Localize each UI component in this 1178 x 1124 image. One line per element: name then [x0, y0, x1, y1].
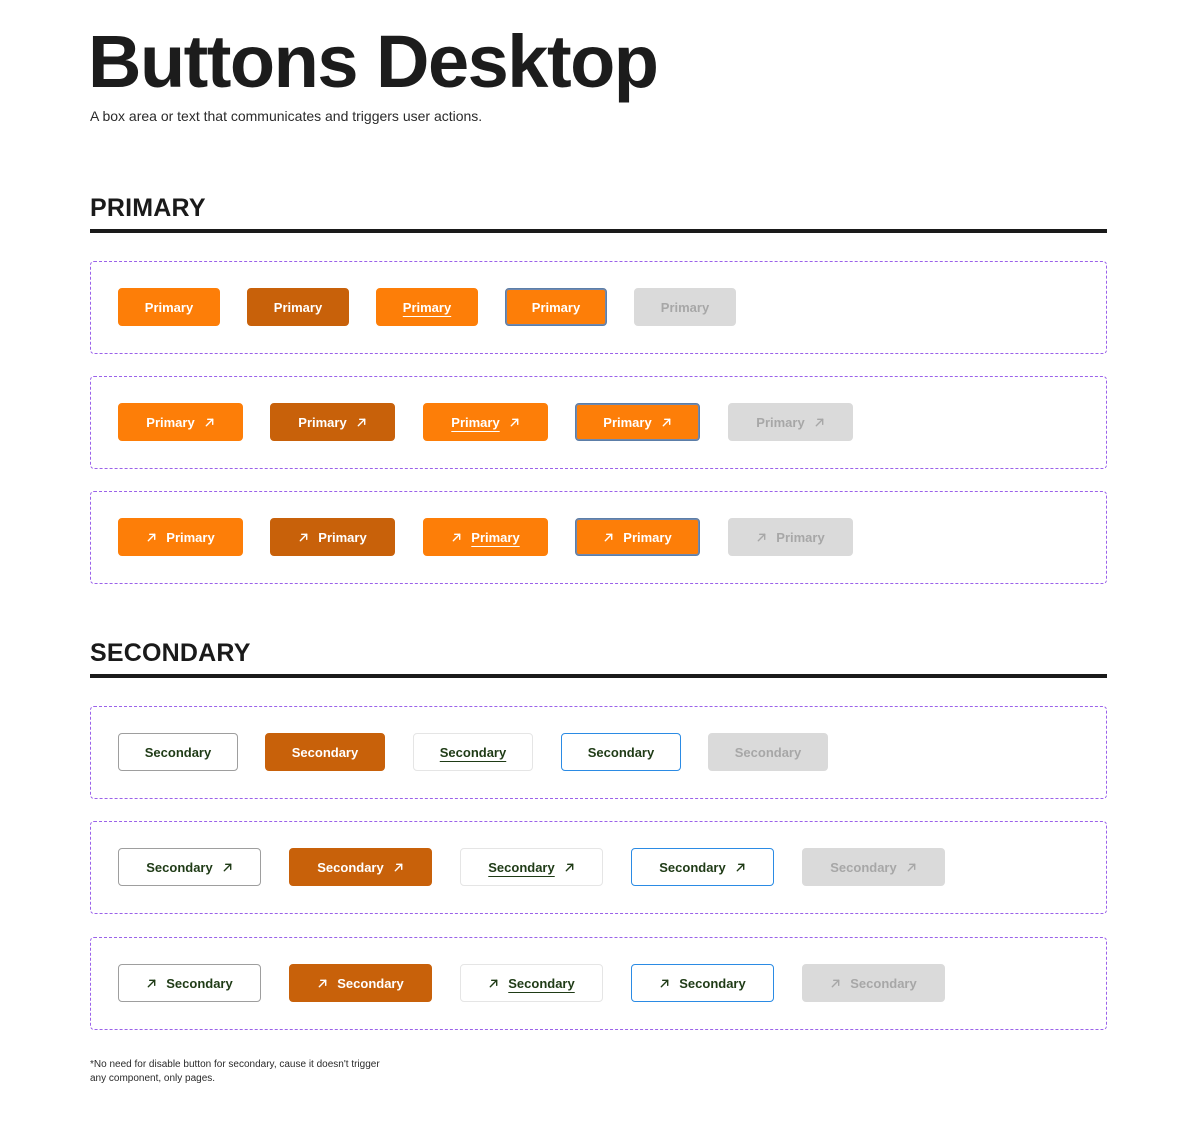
secondary-button-default[interactable]	[118, 733, 238, 771]
secondary-section-heading: SECONDARY	[90, 639, 251, 667]
arrow-up-right-icon	[222, 862, 233, 873]
secondary-button-hover-icon-leading[interactable]	[460, 964, 603, 1002]
primary-button-disabled-icon-trailing	[728, 403, 853, 441]
arrow-up-right-icon	[756, 532, 767, 543]
secondary-button-hover-icon-trailing[interactable]	[460, 848, 603, 886]
primary-button-default-icon-leading[interactable]	[118, 518, 243, 556]
page-subtitle: A box area or text that communicates and triggers user actions.	[90, 108, 483, 124]
primary-button-default-icon-trailing[interactable]	[118, 403, 243, 441]
arrow-up-right-icon	[906, 862, 917, 873]
secondary-button-label: Secondary	[850, 975, 917, 991]
arrow-up-right-icon	[356, 417, 367, 428]
arrow-up-right-icon	[735, 862, 746, 873]
secondary-button-focus[interactable]	[561, 733, 681, 771]
primary-button-label: Primary	[471, 529, 520, 545]
arrow-up-right-icon	[661, 417, 672, 428]
secondary-button-pressed-icon-leading[interactable]	[289, 964, 432, 1002]
arrow-up-right-icon	[488, 978, 499, 989]
secondary-variant-row-icon-none	[90, 706, 1107, 799]
secondary-button-label: Secondary	[679, 975, 746, 991]
secondary-section-divider	[90, 674, 1107, 678]
secondary-button-label: Secondary	[146, 859, 213, 875]
arrow-up-right-icon	[509, 417, 520, 428]
primary-button-pressed-icon-leading[interactable]	[270, 518, 395, 556]
secondary-button-label: Secondary	[166, 975, 233, 991]
secondary-button-label: Secondary	[659, 859, 726, 875]
primary-button-label: Primary	[144, 299, 194, 315]
secondary-button-label: Secondary	[734, 744, 802, 760]
arrow-up-right-icon	[204, 417, 215, 428]
secondary-button-focus-icon-trailing[interactable]	[631, 848, 774, 886]
arrow-up-right-icon	[298, 532, 309, 543]
primary-button-label: Primary	[273, 299, 323, 315]
primary-button-label: Primary	[756, 414, 805, 430]
secondary-button-disabled-icon-trailing	[802, 848, 945, 886]
primary-button-label: Primary	[402, 299, 452, 315]
primary-button-pressed[interactable]	[247, 288, 349, 326]
primary-button-label: Primary	[298, 414, 347, 430]
secondary-variant-row-icon-leading	[90, 937, 1107, 1030]
arrow-up-right-icon	[603, 532, 614, 543]
footnote: *No need for disable button for secondary, cause it doesn't trigger any component, only pages.	[90, 1059, 380, 1084]
primary-button-pressed-icon-trailing[interactable]	[270, 403, 395, 441]
primary-variant-row-icon-trailing	[90, 376, 1107, 469]
primary-button-label: Primary	[146, 414, 195, 430]
arrow-up-right-icon	[659, 978, 670, 989]
primary-button-label: Primary	[451, 414, 500, 430]
secondary-button-pressed-icon-trailing[interactable]	[289, 848, 432, 886]
secondary-button-label: Secondary	[488, 859, 555, 875]
secondary-button-pressed[interactable]	[265, 733, 385, 771]
arrow-up-right-icon	[451, 532, 462, 543]
secondary-button-disabled	[708, 733, 828, 771]
primary-button-label: Primary	[531, 299, 581, 315]
secondary-button-disabled-icon-leading	[802, 964, 945, 1002]
primary-button-hover[interactable]	[376, 288, 478, 326]
secondary-button-label: Secondary	[439, 744, 507, 760]
arrow-up-right-icon	[146, 532, 157, 543]
primary-button-focus[interactable]	[505, 288, 607, 326]
secondary-button-hover[interactable]	[413, 733, 533, 771]
secondary-button-focus-icon-leading[interactable]	[631, 964, 774, 1002]
primary-button-hover-icon-trailing[interactable]	[423, 403, 548, 441]
arrow-up-right-icon	[393, 862, 404, 873]
primary-button-focus-icon-leading[interactable]	[575, 518, 700, 556]
arrow-up-right-icon	[564, 862, 575, 873]
page-title: Buttons Desktop	[88, 20, 658, 103]
primary-button-disabled	[634, 288, 736, 326]
primary-button-hover-icon-leading[interactable]	[423, 518, 548, 556]
primary-variant-row-icon-leading	[90, 491, 1107, 584]
secondary-button-label: Secondary	[508, 975, 575, 991]
secondary-button-default-icon-leading[interactable]	[118, 964, 261, 1002]
primary-variant-row-icon-none	[90, 261, 1107, 354]
primary-button-disabled-icon-leading	[728, 518, 853, 556]
arrow-up-right-icon	[146, 978, 157, 989]
secondary-button-label: Secondary	[144, 744, 212, 760]
arrow-up-right-icon	[830, 978, 841, 989]
primary-section-heading: PRIMARY	[90, 194, 206, 222]
primary-button-label: Primary	[776, 529, 825, 545]
secondary-button-label: Secondary	[317, 859, 384, 875]
primary-section-divider	[90, 229, 1107, 233]
secondary-button-label: Secondary	[587, 744, 655, 760]
primary-button-label: Primary	[660, 299, 710, 315]
secondary-variant-row-icon-trailing	[90, 821, 1107, 914]
primary-button-label: Primary	[318, 529, 367, 545]
primary-button-label: Primary	[166, 529, 215, 545]
secondary-button-label: Secondary	[337, 975, 404, 991]
secondary-button-label: Secondary	[291, 744, 359, 760]
primary-button-focus-icon-trailing[interactable]	[575, 403, 700, 441]
primary-button-label: Primary	[623, 529, 672, 545]
primary-button-default[interactable]	[118, 288, 220, 326]
secondary-button-default-icon-trailing[interactable]	[118, 848, 261, 886]
arrow-up-right-icon	[814, 417, 825, 428]
secondary-button-label: Secondary	[830, 859, 897, 875]
primary-button-label: Primary	[603, 414, 652, 430]
arrow-up-right-icon	[317, 978, 328, 989]
